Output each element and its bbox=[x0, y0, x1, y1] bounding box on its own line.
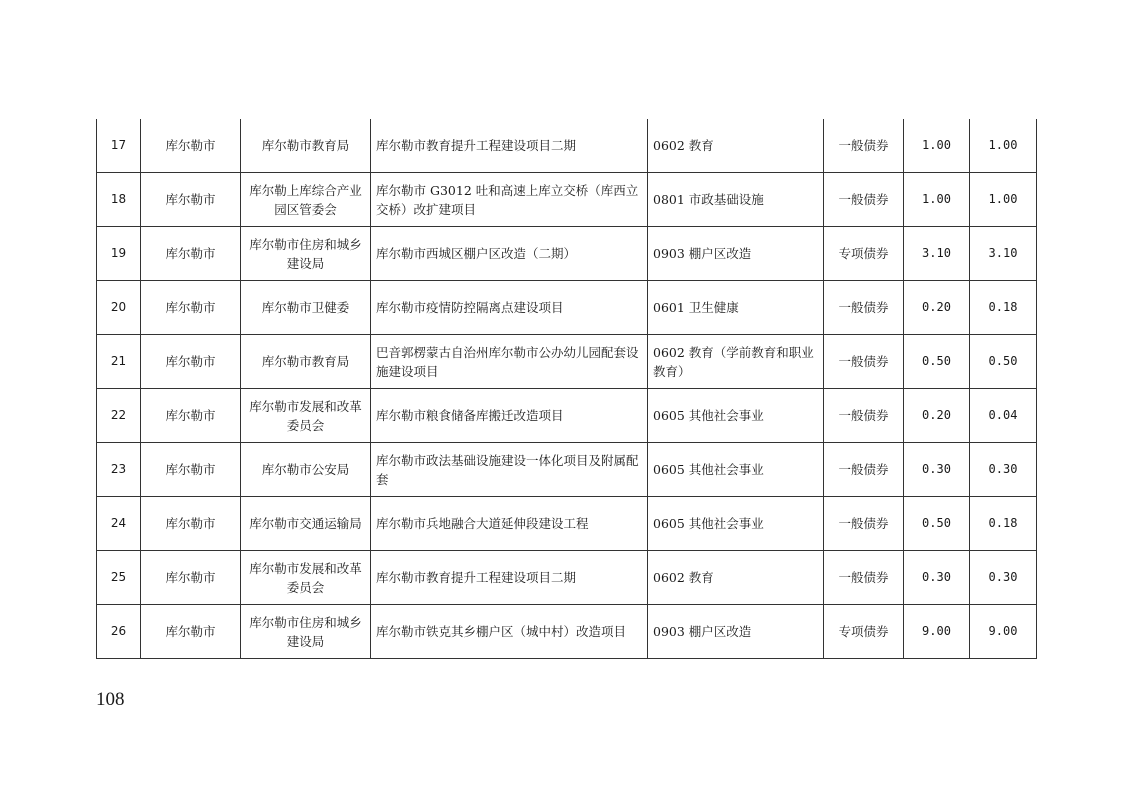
unit-cell: 库尔勒市教育局 bbox=[241, 335, 371, 389]
project-cell: 库尔勒市 G3012 吐和高速上库立交桥（库西立交桥）改扩建项目 bbox=[371, 173, 648, 227]
amount-b-cell: 0.18 bbox=[970, 281, 1037, 335]
city-cell: 库尔勒市 bbox=[141, 389, 241, 443]
city-cell: 库尔勒市 bbox=[141, 605, 241, 659]
amount-b-cell: 0.30 bbox=[970, 443, 1037, 497]
bond-type-cell: 一般债券 bbox=[824, 173, 904, 227]
unit-cell: 库尔勒市住房和城乡建设局 bbox=[241, 605, 371, 659]
project-cell: 库尔勒市教育提升工程建设项目二期 bbox=[371, 551, 648, 605]
amount-b-cell: 0.04 bbox=[970, 389, 1037, 443]
unit-cell: 库尔勒上库综合产业园区管委会 bbox=[241, 173, 371, 227]
project-cell: 巴音郭楞蒙古自治州库尔勒市公办幼儿园配套设施建设项目 bbox=[371, 335, 648, 389]
row-number-cell: 25 bbox=[97, 551, 141, 605]
bond-type-cell: 一般债券 bbox=[824, 443, 904, 497]
bond-type-cell: 专项债券 bbox=[824, 227, 904, 281]
table-row bbox=[97, 173, 1037, 227]
city-cell: 库尔勒市 bbox=[141, 119, 241, 173]
city-cell: 库尔勒市 bbox=[141, 497, 241, 551]
unit-cell: 库尔勒市发展和改革委员会 bbox=[241, 551, 371, 605]
project-cell: 库尔勒市铁克其乡棚户区（城中村）改造项目 bbox=[371, 605, 648, 659]
amount-a-cell: 1.00 bbox=[904, 119, 970, 173]
row-number-cell: 21 bbox=[97, 335, 141, 389]
row-number-cell: 20 bbox=[97, 281, 141, 335]
table-row bbox=[97, 443, 1037, 497]
category-cell: 0602 教育（学前教育和职业教育） bbox=[648, 335, 824, 389]
row-number-cell: 24 bbox=[97, 497, 141, 551]
table-row bbox=[97, 389, 1037, 443]
table-row bbox=[97, 227, 1037, 281]
unit-cell: 库尔勒市卫健委 bbox=[241, 281, 371, 335]
category-cell: 0605 其他社会事业 bbox=[648, 389, 824, 443]
amount-a-cell: 0.50 bbox=[904, 335, 970, 389]
category-cell: 0601 卫生健康 bbox=[648, 281, 824, 335]
table-row bbox=[97, 551, 1037, 605]
amount-a-cell: 0.30 bbox=[904, 443, 970, 497]
row-number-cell: 22 bbox=[97, 389, 141, 443]
amount-a-cell: 1.00 bbox=[904, 173, 970, 227]
project-cell: 库尔勒市兵地融合大道延伸段建设工程 bbox=[371, 497, 648, 551]
table-row bbox=[97, 119, 1037, 173]
table-row bbox=[97, 335, 1037, 389]
amount-b-cell: 1.00 bbox=[970, 119, 1037, 173]
amount-b-cell: 1.00 bbox=[970, 173, 1037, 227]
project-cell: 库尔勒市粮食储备库搬迁改造项目 bbox=[371, 389, 648, 443]
bond-type-cell: 一般债券 bbox=[824, 497, 904, 551]
unit-cell: 库尔勒市公安局 bbox=[241, 443, 371, 497]
bond-type-cell: 一般债券 bbox=[824, 281, 904, 335]
city-cell: 库尔勒市 bbox=[141, 173, 241, 227]
amount-a-cell: 9.00 bbox=[904, 605, 970, 659]
row-number-cell: 18 bbox=[97, 173, 141, 227]
amount-b-cell: 9.00 bbox=[970, 605, 1037, 659]
category-cell: 0903 棚户区改造 bbox=[648, 227, 824, 281]
project-cell: 库尔勒市疫情防控隔离点建设项目 bbox=[371, 281, 648, 335]
page-number: 108 bbox=[96, 689, 125, 710]
amount-a-cell: 3.10 bbox=[904, 227, 970, 281]
row-number-cell: 17 bbox=[97, 119, 141, 173]
amount-b-cell: 0.50 bbox=[970, 335, 1037, 389]
city-cell: 库尔勒市 bbox=[141, 551, 241, 605]
city-cell: 库尔勒市 bbox=[141, 281, 241, 335]
row-number-cell: 23 bbox=[97, 443, 141, 497]
unit-cell: 库尔勒市教育局 bbox=[241, 119, 371, 173]
amount-a-cell: 0.20 bbox=[904, 389, 970, 443]
bond-type-cell: 一般债券 bbox=[824, 119, 904, 173]
unit-cell: 库尔勒市住房和城乡建设局 bbox=[241, 227, 371, 281]
row-number-cell: 26 bbox=[97, 605, 141, 659]
bond-type-cell: 专项债券 bbox=[824, 605, 904, 659]
bond-type-cell: 一般债券 bbox=[824, 551, 904, 605]
category-cell: 0903 棚户区改造 bbox=[648, 605, 824, 659]
category-cell: 0801 市政基础设施 bbox=[648, 173, 824, 227]
bond-type-cell: 一般债券 bbox=[824, 389, 904, 443]
amount-b-cell: 0.18 bbox=[970, 497, 1037, 551]
unit-cell: 库尔勒市交通运输局 bbox=[241, 497, 371, 551]
table-row bbox=[97, 281, 1037, 335]
amount-b-cell: 0.30 bbox=[970, 551, 1037, 605]
project-cell: 库尔勒市西城区棚户区改造（二期） bbox=[371, 227, 648, 281]
table-body bbox=[97, 119, 1037, 659]
category-cell: 0602 教育 bbox=[648, 551, 824, 605]
amount-a-cell: 0.50 bbox=[904, 497, 970, 551]
amount-a-cell: 0.20 bbox=[904, 281, 970, 335]
table-row bbox=[97, 497, 1037, 551]
category-cell: 0605 其他社会事业 bbox=[648, 443, 824, 497]
amount-a-cell: 0.30 bbox=[904, 551, 970, 605]
project-cell: 库尔勒市政法基础设施建设一体化项目及附属配套 bbox=[371, 443, 648, 497]
unit-cell: 库尔勒市发展和改革委员会 bbox=[241, 389, 371, 443]
amount-b-cell: 3.10 bbox=[970, 227, 1037, 281]
city-cell: 库尔勒市 bbox=[141, 443, 241, 497]
bond-project-table bbox=[96, 119, 1037, 659]
city-cell: 库尔勒市 bbox=[141, 227, 241, 281]
category-cell: 0605 其他社会事业 bbox=[648, 497, 824, 551]
city-cell: 库尔勒市 bbox=[141, 335, 241, 389]
table-row bbox=[97, 605, 1037, 659]
bond-type-cell: 一般债券 bbox=[824, 335, 904, 389]
row-number-cell: 19 bbox=[97, 227, 141, 281]
project-cell: 库尔勒市教育提升工程建设项目二期 bbox=[371, 119, 648, 173]
category-cell: 0602 教育 bbox=[648, 119, 824, 173]
